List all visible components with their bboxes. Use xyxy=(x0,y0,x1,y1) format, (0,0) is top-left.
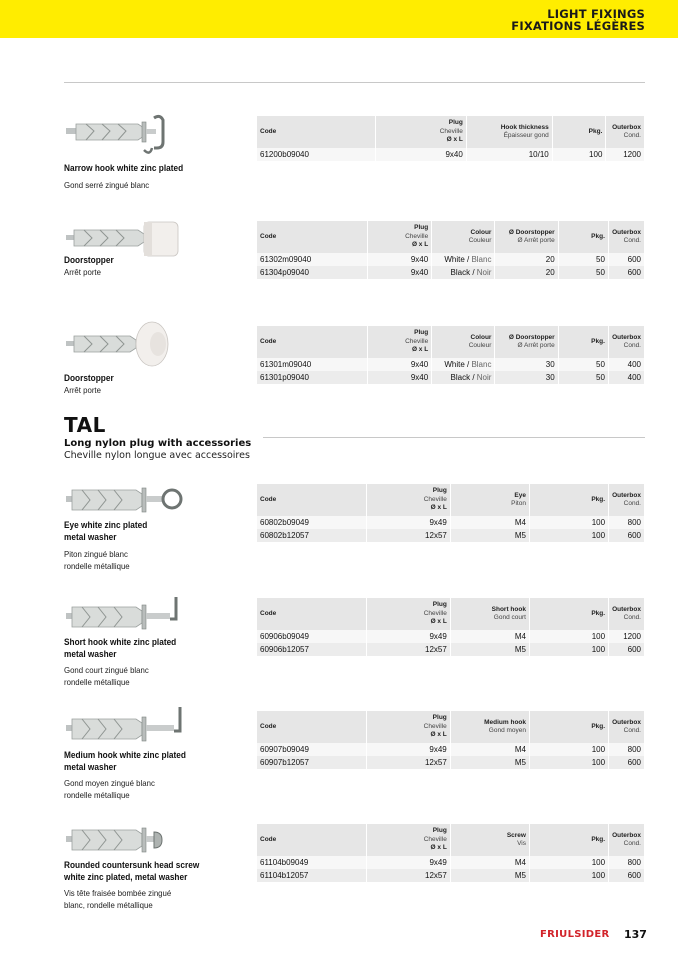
cell-pkg: 50 xyxy=(558,253,608,266)
cell-outerbox: 1200 xyxy=(606,148,645,161)
cell-plug: 9x40 xyxy=(367,253,431,266)
cell-pkg: 50 xyxy=(558,358,608,371)
product-subtitle: Gond serré zingué blanc xyxy=(64,180,150,190)
eye-plug-image xyxy=(64,478,184,526)
cell-pkg: 100 xyxy=(529,529,608,542)
cell-colour: White / Blanc xyxy=(432,253,495,266)
col-header-colour: Colour Couleur xyxy=(432,326,495,358)
header-title-fr: FIXATIONS LÉGÈRES xyxy=(511,19,645,33)
section-subtitle-fr: Cheville nylon longue avec accessoires xyxy=(64,450,250,461)
product-subtitle: Gond moyen zingué blanc rondelle métallique xyxy=(64,778,155,800)
col-header-pkg: Pkg. xyxy=(529,824,608,856)
page-number: 137 xyxy=(624,928,647,941)
cell-pkg: 100 xyxy=(530,756,609,769)
col-header-outerbox: Outerbox Cond. xyxy=(609,711,645,743)
col-header-plug: Plug Cheville Ø x L xyxy=(366,711,450,743)
cell-plug: 9x40 xyxy=(367,371,431,384)
cell-doorstopper: 30 xyxy=(495,371,558,384)
col-header-pkg: Pkg. xyxy=(530,711,609,743)
spec-table-screw xyxy=(257,824,645,882)
col-header-doorstopper: Ø Doorstopper Ø Arrêt porte xyxy=(495,326,558,358)
table-row xyxy=(257,756,645,769)
col-header-plug: Plug Cheville Ø x L xyxy=(366,598,450,630)
product-name: Short hook white zinc plated metal washer xyxy=(64,637,177,659)
cell-code: 61302m09040 xyxy=(257,253,367,266)
section-divider xyxy=(263,437,645,438)
cell-code: 60907b09049 xyxy=(257,743,366,756)
cell-medium-hook: M4 xyxy=(450,743,529,756)
cell-pkg: 100 xyxy=(529,643,608,656)
cell-hook-thickness: 10/10 xyxy=(466,148,552,161)
col-header-pkg: Pkg. xyxy=(558,326,608,358)
cell-pkg: 100 xyxy=(529,869,608,882)
spec-table-narrow-hook xyxy=(257,116,645,161)
product-subtitle: Gond court zingué blanc rondelle métallique xyxy=(64,665,149,687)
cell-plug: 12x57 xyxy=(366,643,450,656)
table-row xyxy=(257,358,645,371)
col-header-outerbox: Outerbox Cond. xyxy=(609,598,645,630)
col-header-code: Code xyxy=(257,598,366,630)
cell-outerbox: 400 xyxy=(608,371,644,384)
col-header-outerbox: Outerbox Cond. xyxy=(608,221,644,253)
cell-code: 61200b09040 xyxy=(257,148,375,161)
product-subtitle: Vis tête fraisée bombée zingué blanc, rondelle métallique xyxy=(64,888,172,910)
col-header-plug: Plug Cheville Ø x L xyxy=(366,484,450,516)
col-header-outerbox: Outerbox Cond. xyxy=(608,326,644,358)
col-header-code: Code xyxy=(257,326,367,358)
col-header-plug: Plug Cheville Ø x L xyxy=(367,221,431,253)
col-header-code: Code xyxy=(257,116,375,148)
cell-outerbox: 600 xyxy=(609,756,645,769)
cell-plug: 12x57 xyxy=(366,869,450,882)
cell-outerbox: 400 xyxy=(608,358,644,371)
col-header-outerbox: Outerbox Cond. xyxy=(609,824,645,856)
col-header-code: Code xyxy=(257,221,367,253)
product-name: Narrow hook white zinc plated xyxy=(64,163,184,173)
top-divider xyxy=(64,82,645,83)
col-header-colour: Colour Couleur xyxy=(432,221,495,253)
col-header-hook-thickness: Hook thickness Épaisseur gond xyxy=(466,116,552,148)
col-header-pkg: Pkg. xyxy=(529,484,608,516)
col-header-plug: Plug Cheville Ø x L xyxy=(375,116,466,148)
section-subtitle-en: Long nylon plug with accessories xyxy=(64,438,252,449)
col-header-code: Code xyxy=(257,711,366,743)
col-header-doorstopper: Ø Doorstopper Ø Arrêt porte xyxy=(495,221,558,253)
cell-code: 61301p09040 xyxy=(257,371,367,384)
table-row xyxy=(257,253,645,266)
cell-doorstopper: 20 xyxy=(495,266,558,279)
cell-outerbox: 600 xyxy=(609,643,645,656)
cell-outerbox: 800 xyxy=(609,743,645,756)
table-row xyxy=(257,516,645,529)
table-row xyxy=(257,371,645,384)
product-name: Medium hook white zinc plated metal washer xyxy=(64,750,186,772)
col-header-eye: Eye Piton xyxy=(450,484,529,516)
table-row xyxy=(257,266,645,279)
spec-table-doorstopper-30 xyxy=(257,326,645,384)
col-header-plug: Plug Cheville Ø x L xyxy=(367,326,431,358)
cell-code: 61104b12057 xyxy=(257,869,366,882)
col-header-outerbox: Outerbox Cond. xyxy=(606,116,645,148)
cell-doorstopper: 30 xyxy=(495,358,558,371)
cell-colour: White / Blanc xyxy=(432,358,495,371)
cell-plug: 9x49 xyxy=(366,856,450,869)
col-header-medium-hook: Medium hook Gond moyen xyxy=(450,711,529,743)
doorstopper-round-image xyxy=(64,320,184,368)
cell-pkg: 100 xyxy=(529,630,608,643)
col-header-short-hook: Short hook Gond court xyxy=(450,598,529,630)
cell-outerbox: 600 xyxy=(608,266,644,279)
brand-logo: FRIULSIDER xyxy=(540,929,610,940)
cell-pkg: 50 xyxy=(558,266,608,279)
col-header-plug: Plug Cheville Ø x L xyxy=(366,824,450,856)
cell-code: 60906b12057 xyxy=(257,643,366,656)
cell-code: 60906b09049 xyxy=(257,630,366,643)
col-header-pkg: Pkg. xyxy=(552,116,606,148)
table-row xyxy=(257,869,645,882)
cell-pkg: 100 xyxy=(530,743,609,756)
cell-plug: 9x49 xyxy=(366,743,450,756)
product-name: Eye white zinc plated metal washer xyxy=(64,520,148,542)
cell-short-hook: M4 xyxy=(450,630,529,643)
cell-pkg: 100 xyxy=(552,148,606,161)
cell-plug: 9x49 xyxy=(366,516,450,529)
cell-plug: 9x40 xyxy=(367,358,431,371)
col-header-pkg: Pkg. xyxy=(529,598,608,630)
table-row xyxy=(257,529,645,542)
cell-code: 60802b12057 xyxy=(257,529,366,542)
header-title-en: LIGHT FIXINGS xyxy=(547,7,645,21)
col-header-screw: Screw Vis xyxy=(450,824,529,856)
spec-table-eye xyxy=(257,484,645,542)
cell-eye: M4 xyxy=(450,516,529,529)
cell-code: 60802b09049 xyxy=(257,516,366,529)
cell-code: 61104b09049 xyxy=(257,856,366,869)
table-row xyxy=(257,630,645,643)
cell-outerbox: 600 xyxy=(608,253,644,266)
cell-code: 61301m09040 xyxy=(257,358,367,371)
spec-table-doorstopper-20 xyxy=(257,221,645,279)
spec-table-short-hook xyxy=(257,598,645,656)
cell-plug: 12x57 xyxy=(366,529,450,542)
section-title: TAL xyxy=(64,413,106,437)
product-subtitle: Arrêt porte xyxy=(64,267,101,277)
cell-outerbox: 600 xyxy=(609,529,645,542)
cell-doorstopper: 20 xyxy=(495,253,558,266)
cell-pkg: 50 xyxy=(558,371,608,384)
narrow-hook-plug-image xyxy=(64,112,184,160)
product-subtitle: Arrêt porte xyxy=(64,385,101,395)
product-name: Rounded countersunk head screw white zinc plated, metal washer xyxy=(64,860,200,882)
short-hook-plug-image xyxy=(64,593,184,641)
product-name: Doorstopper xyxy=(64,373,114,383)
cell-outerbox: 800 xyxy=(609,856,645,869)
cell-plug: 9x40 xyxy=(367,266,431,279)
table-row xyxy=(257,148,645,161)
col-header-pkg: Pkg. xyxy=(558,221,608,253)
countersunk-screw-plug-image xyxy=(64,818,184,866)
cell-code: 61304p09040 xyxy=(257,266,367,279)
cell-pkg: 100 xyxy=(529,856,608,869)
cell-plug: 12x57 xyxy=(366,756,450,769)
cell-outerbox: 1200 xyxy=(609,630,645,643)
cell-pkg: 100 xyxy=(529,516,608,529)
cell-short-hook: M5 xyxy=(450,643,529,656)
product-subtitle: Piton zingué blanc rondelle métallique xyxy=(64,549,130,571)
cell-plug: 9x40 xyxy=(375,148,466,161)
header-band xyxy=(0,0,678,38)
cell-colour: Black / Noir xyxy=(432,371,495,384)
cell-eye: M5 xyxy=(450,529,529,542)
cell-code: 60907b12057 xyxy=(257,756,366,769)
product-name: Doorstopper xyxy=(64,255,114,265)
table-row xyxy=(257,643,645,656)
col-header-code: Code xyxy=(257,484,366,516)
col-header-code: Code xyxy=(257,824,366,856)
medium-hook-plug-image xyxy=(64,705,184,753)
cell-screw: M4 xyxy=(450,856,529,869)
cell-outerbox: 800 xyxy=(609,516,645,529)
col-header-outerbox: Outerbox Cond. xyxy=(609,484,645,516)
table-row xyxy=(257,856,645,869)
cell-screw: M5 xyxy=(450,869,529,882)
spec-table-medium-hook xyxy=(257,711,645,769)
cell-plug: 9x49 xyxy=(366,630,450,643)
table-row xyxy=(257,743,645,756)
cell-colour: Black / Noir xyxy=(432,266,495,279)
cell-outerbox: 600 xyxy=(609,869,645,882)
cell-medium-hook: M5 xyxy=(450,756,529,769)
